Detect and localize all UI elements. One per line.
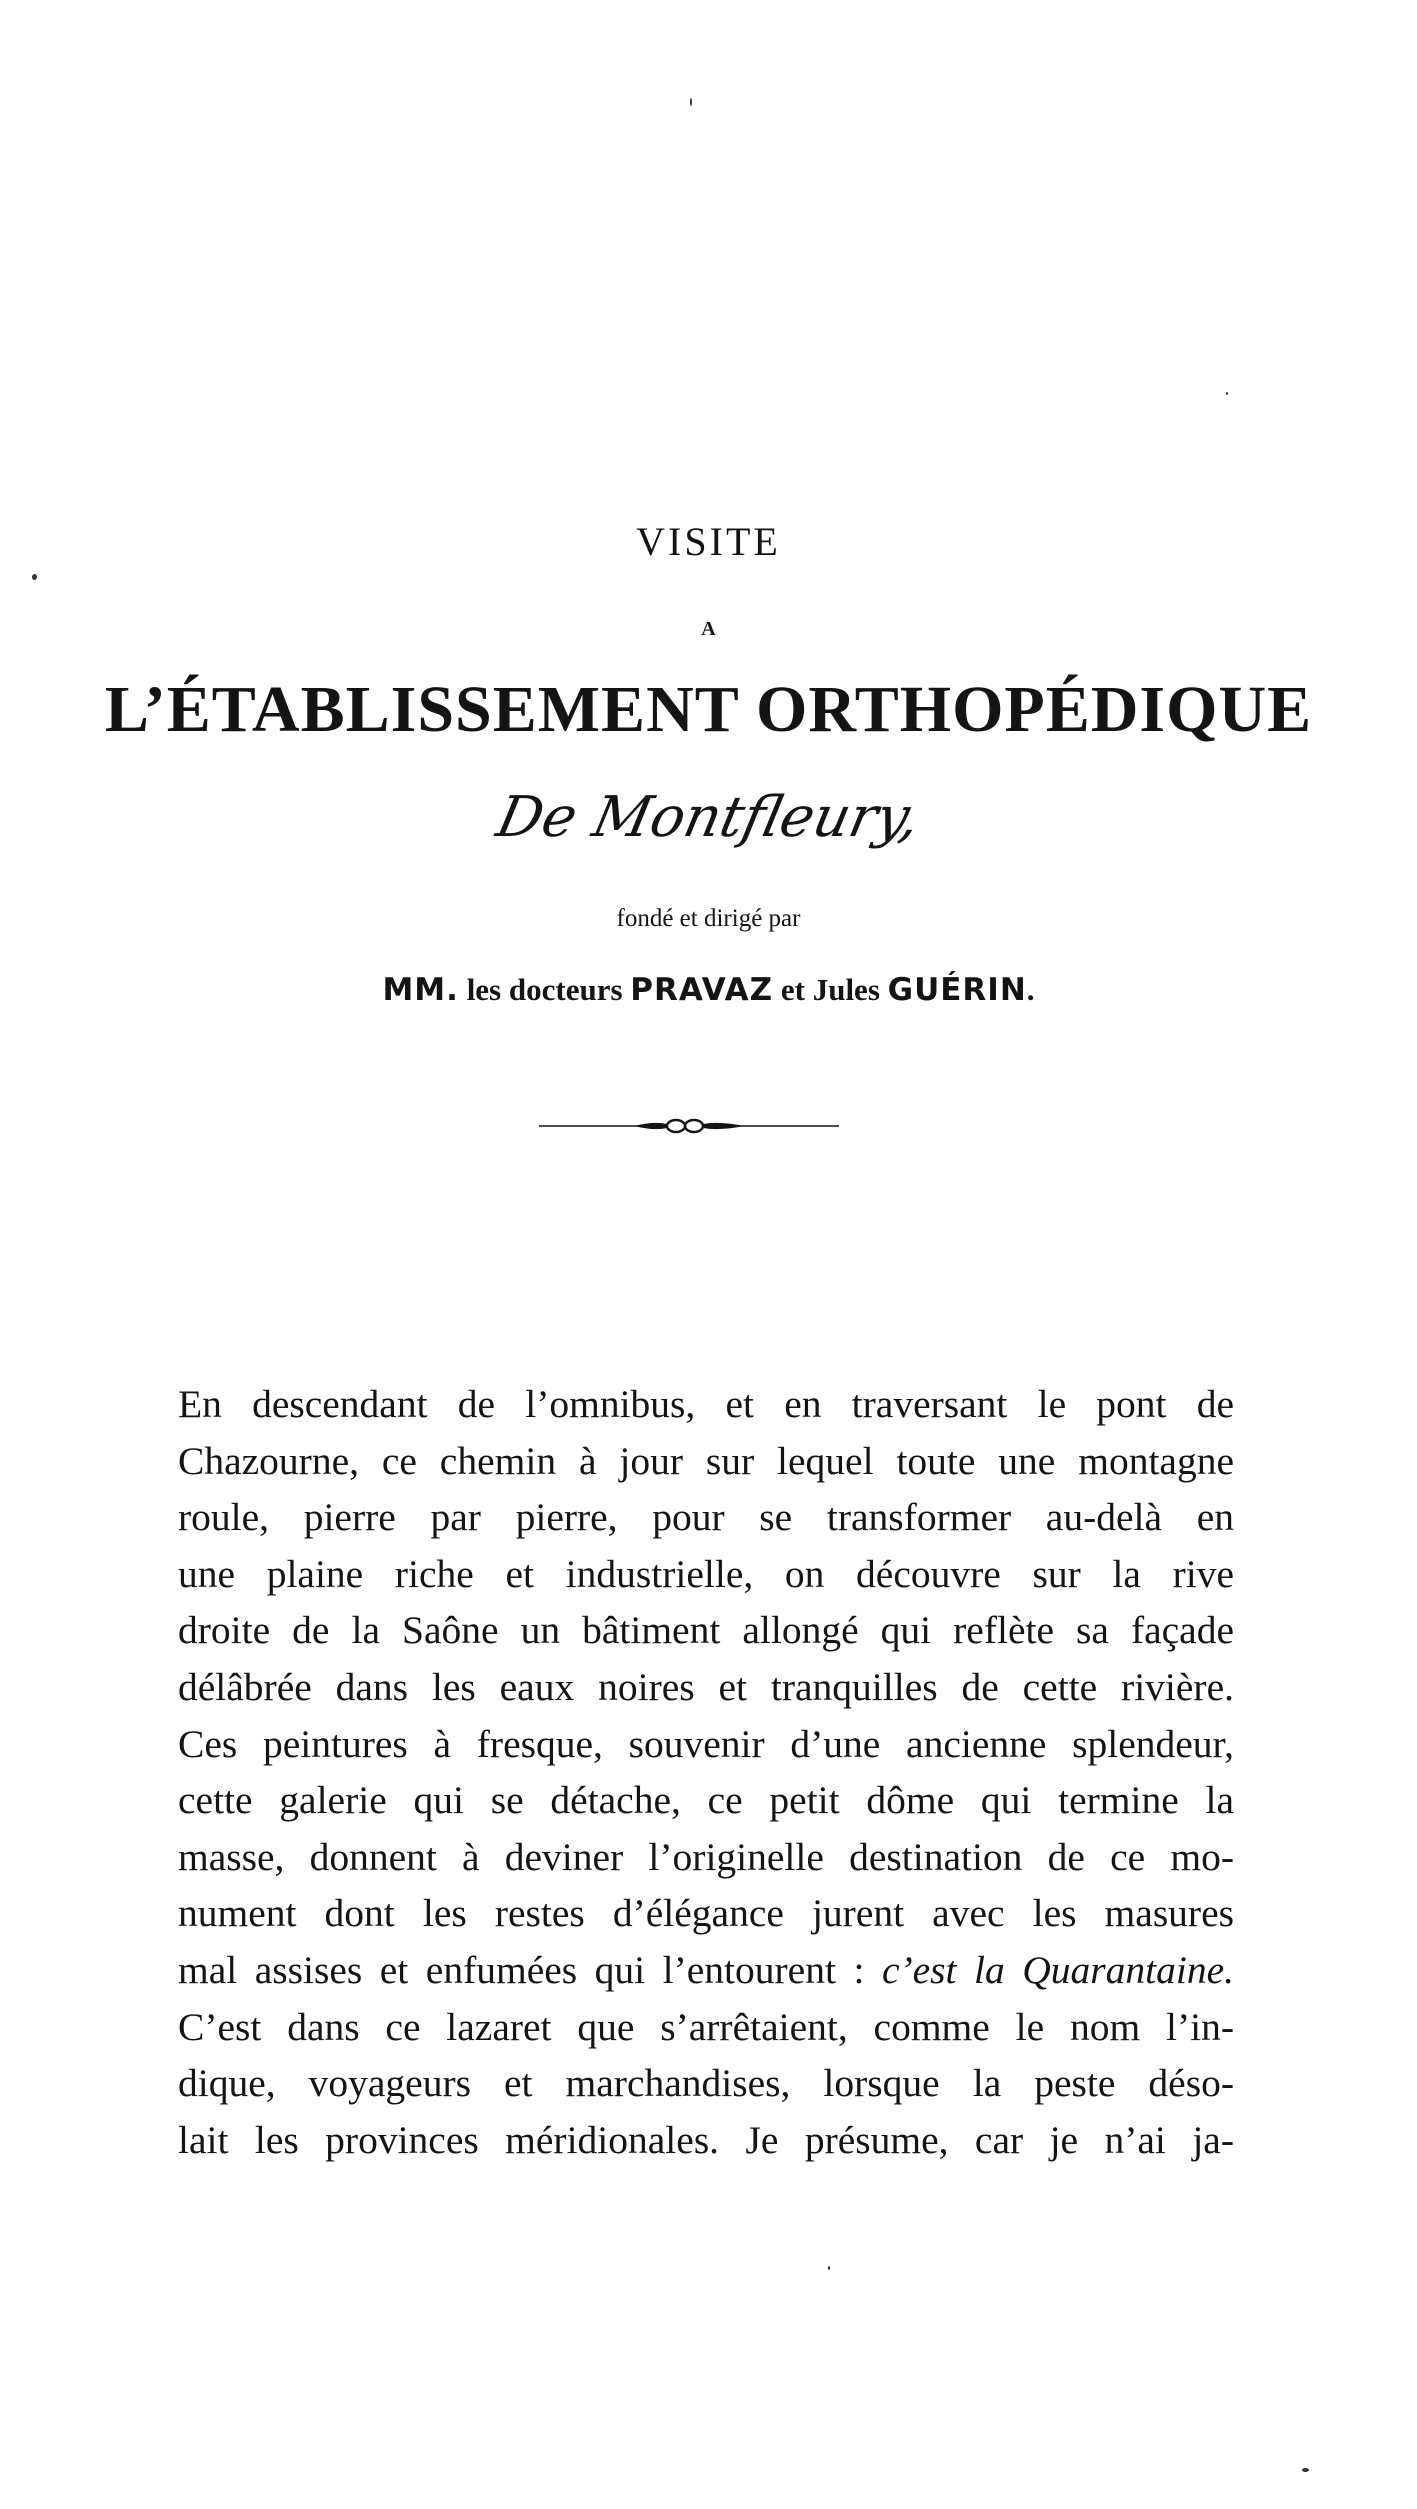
body-line-11 <box>178 1942 1234 1999</box>
body-line-12: C’est dans ce lazaret que s’arrêtaient, comme le nom l’in- <box>178 2004 1234 2049</box>
ink-speck <box>1302 2468 1309 2472</box>
doctors-end: . <box>1026 972 1035 1007</box>
doctors-mid1: les docteurs <box>458 972 631 1007</box>
script-subtitle: De Montfleury, <box>491 785 926 850</box>
body-line-14: lait les provinces méridionales. Je présume, car je n’ai ja- <box>178 2117 1234 2162</box>
body-line-8: cette galerie qui se détache, ce petit dôme qui termine la <box>178 1778 1234 1823</box>
doctors-prefix: MM. <box>382 972 459 1008</box>
body-line-5: droite de la Saône un bâtiment allongé qui reflète sa façade <box>178 1608 1234 1653</box>
doctors-mid2: et Jules <box>773 972 888 1007</box>
body-line-2: Chazourne, ce chemin à jour sur lequel toute une montagne <box>178 1438 1234 1483</box>
founded-line: fondé et dirigé par <box>616 905 801 932</box>
body-line-9: masse, donnent à deviner l’originelle destination de ce mo- <box>178 1834 1234 1879</box>
heading-a: A <box>701 618 716 640</box>
ink-speck <box>32 574 37 580</box>
doctor-guerin: GUÉRIN <box>887 972 1027 1008</box>
body-line-13: dique, voyageurs et marchandises, lorsque la peste déso- <box>178 2061 1234 2106</box>
ink-speck <box>690 98 692 106</box>
body-line-6: délâbrée dans les eaux noires et tranquilles de cette rivière. <box>178 1664 1234 1709</box>
body-line-11-italic: c’est la Quarantaine. <box>881 1947 1234 1992</box>
ornament-divider-icon <box>539 1114 839 1138</box>
main-title: L’ÉTABLISSEMENT ORTHOPÉDIQUE <box>104 673 1313 746</box>
ink-speck <box>828 2266 830 2270</box>
ink-speck <box>1226 392 1228 395</box>
body-line-10: nument dont les restes d’élégance jurent avec les masures <box>178 1891 1234 1936</box>
body-paragraph <box>178 1376 1234 2168</box>
body-line-3: roule, pierre par pierre, pour se transformer au-delà en <box>178 1495 1234 1540</box>
body-line-7: Ces peintures à fresque, souvenir d’une ancienne splendeur, <box>178 1721 1234 1766</box>
body-line-1: En descendant de l’omnibus, et en traversant le pont de <box>178 1382 1234 1426</box>
heading-visite: VISITE <box>636 519 781 564</box>
body-line-11-start: mal assises et enfumées qui l’entourent : <box>178 1947 882 1992</box>
doctor-pravaz: PRAVAZ <box>630 972 774 1008</box>
body-line-4: une plaine riche et industrielle, on découvre sur la rive <box>178 1551 1234 1596</box>
doctors-line <box>0 972 1417 1008</box>
